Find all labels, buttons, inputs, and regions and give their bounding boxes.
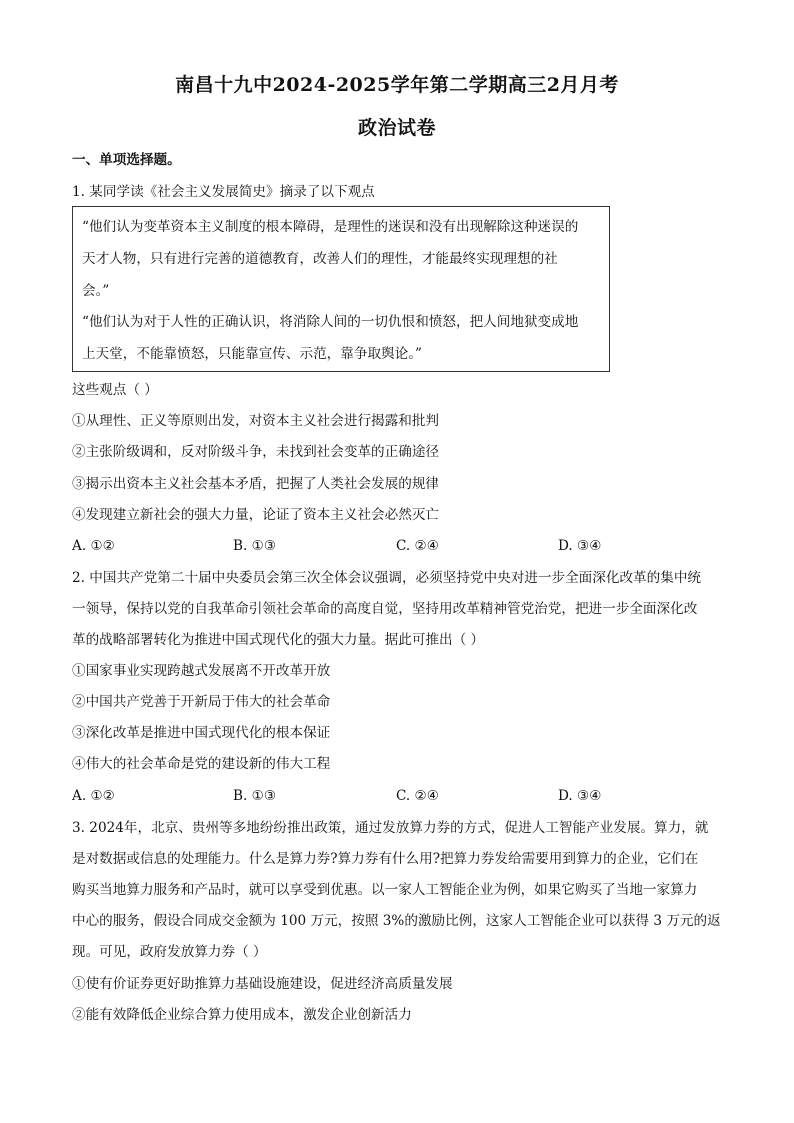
q3-item: ①使有价证券更好助推算力基础设施建设，促进经济高质量发展 xyxy=(72,976,453,992)
exam-subtitle: 政治试卷 xyxy=(357,117,436,139)
q3-item: ②能有效降低企业综合算力使用成本，激发企业创新活力 xyxy=(72,1007,412,1023)
q1-item: ③揭示出资本主义社会基本矛盾，把握了人类社会发展的规律 xyxy=(72,476,440,492)
exam-title: 南昌十九中2024-2025学年第二学期高三2月月考 xyxy=(175,74,619,96)
q3-stem-line: 现。可见，政府发放算力券（ ） xyxy=(72,944,267,960)
q2-item: ①国家事业实现跨越式发展离不开改革开放 xyxy=(72,663,331,679)
q1-option-a: A. ①② xyxy=(72,538,115,554)
q3-stem-line: 购买当地算力服务和产品时，就可以享受到优惠。以一家人工智能企业为例，如果它购买了当地一家算力 xyxy=(72,882,698,898)
q1-quote-line: “他们认为对于人性的正确认识，将消除人间的一切仇恨和愤怒，把人间地狱变成地 xyxy=(82,314,579,330)
q1-stem: 1. 某同学读《社会主义发展简史》摘录了以下观点 xyxy=(72,184,375,200)
q2-item: ③深化改革是推进中国式现代化的根本保证 xyxy=(72,725,331,741)
q2-stem-line: 2. 中国共产党第二十届中央委员会第三次全体会议强调，必须坚持党中央对进一步全面深化改革的集中统 xyxy=(72,570,702,586)
q1-option-d: D. ③④ xyxy=(558,538,602,554)
q2-item: ④伟大的社会革命是党的建设新的伟大工程 xyxy=(72,756,331,772)
q2-option-d: D. ③④ xyxy=(558,788,602,804)
q1-item: ①从理性、正义等原则出发，对资本主义社会进行揭露和批判 xyxy=(72,413,440,429)
q1-item: ②主张阶级调和，反对阶级斗争，未找到社会变革的正确途径 xyxy=(72,444,440,460)
q1-quote-line: 天才人物，只有进行完善的道德教育，改善人们的理性，才能最终实现理想的社 xyxy=(82,251,558,267)
q1-quote-line: 会。” xyxy=(82,283,110,299)
q3-stem-line: 中心的服务，假设合同成交金额为 100 万元，按照 3%的激励比例，这家人工智能企业可以获得 3 万元的返 xyxy=(72,913,721,929)
q2-option-c: C. ②④ xyxy=(396,788,439,804)
q1-item: ④发现建立新社会的强大力量，论证了资本主义社会必然灭亡 xyxy=(72,507,440,523)
q2-stem-line: 革的战略部署转化为推进中国式现代化的强大力量。据此可推出（ ） xyxy=(72,632,485,648)
q2-stem-line: 一领导，保持以党的自我革命引领社会革命的高度自觉，坚持用改革精神管党治党，把进一步全面深化改 xyxy=(72,601,698,617)
q1-quote-line: 上天堂，不能靠愤怒，只能靠宣传、示范，靠争取舆论。” xyxy=(82,346,422,362)
q1-quote-line: “他们认为变革资本主义制度的根本障碍，是理性的迷误和没有出现解除这种迷误的 xyxy=(82,219,579,235)
q2-item: ②中国共产党善于开新局于伟大的社会革命 xyxy=(72,694,331,710)
q1-option-b: B. ①③ xyxy=(233,538,277,554)
q2-option-b: B. ①③ xyxy=(233,788,277,804)
q2-option-a: A. ①② xyxy=(72,788,115,804)
q1-option-c: C. ②④ xyxy=(396,538,439,554)
q3-stem-line: 是对数据或信息的处理能力。什么是算力券?算力券有什么用?把算力券发给需要用到算力的企业，它们在 xyxy=(72,851,699,867)
q3-stem-line: 3. 2024年，北京、贵州等多地纷纷推出政策，通过发放算力券的方式，促进人工智能产业发展。算力，就 xyxy=(72,820,709,836)
section-heading: 一、单项选择题。 xyxy=(72,152,181,168)
q1-prompt: 这些观点（ ） xyxy=(72,382,158,398)
